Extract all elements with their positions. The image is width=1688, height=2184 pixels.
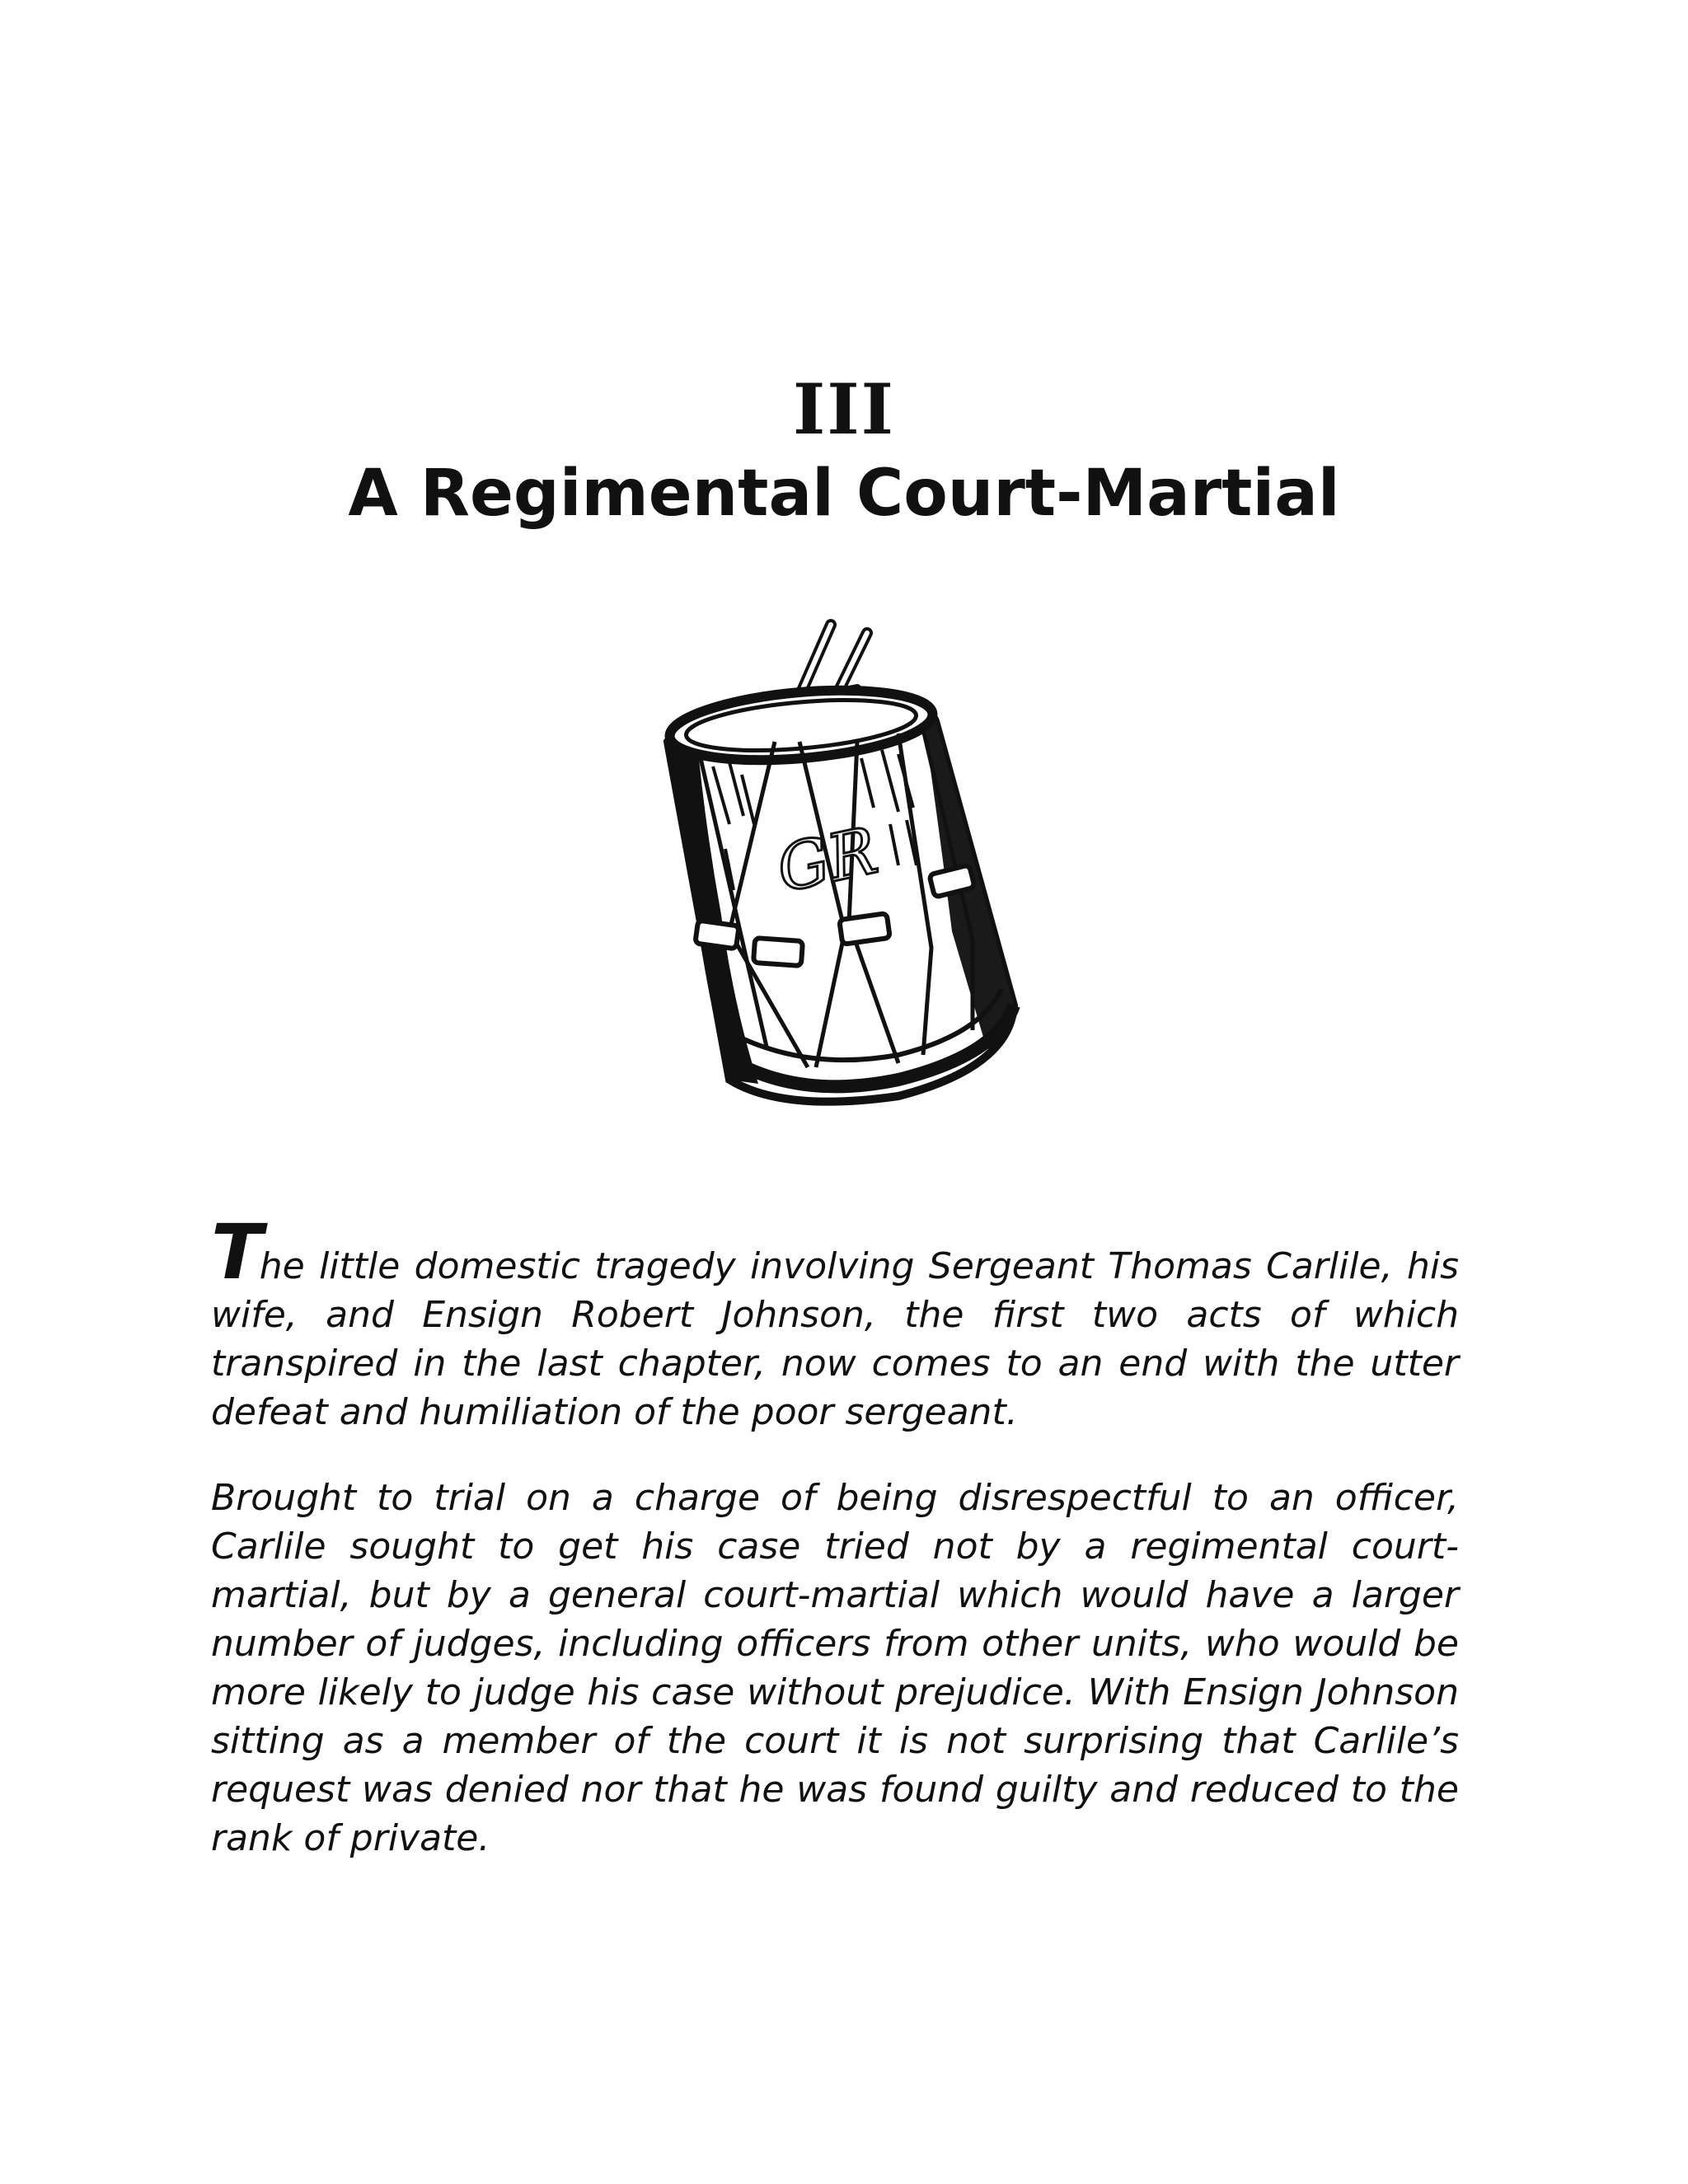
drum-illustration bbox=[651, 618, 1030, 1121]
drum-monogram: GR bbox=[771, 813, 884, 907]
chapter-number: III bbox=[793, 368, 895, 450]
chapter-title: A Regimental Court-Martial bbox=[348, 457, 1340, 531]
drop-cap: T bbox=[211, 1208, 260, 1296]
body-text bbox=[211, 1208, 1459, 1900]
paragraph-2: Brought to trial on a charge of being disrespectful to an officer, Carlile sought to get his case tried not by a regimental court-martial, but by a general court-martial which would have a larger number of judges, including officers from other units, who would be more likely to judge his case without prejudice. With Ensign Johnson sitting as a member of the court it is not surprising that Carlile’s request was denied nor that he was found guilty and reduced to the rank of private. bbox=[211, 1477, 1459, 1859]
paragraph-1-text: he little domestic tragedy involving Sergeant Thomas Carlile, his wife, and Ensign Robert Johnson, the first two acts of which transpired in the last chapter, now comes to an end with the utter defeat and humiliation of the poor sergeant. bbox=[211, 1245, 1459, 1433]
paragraph-1 bbox=[211, 1208, 1459, 1436]
